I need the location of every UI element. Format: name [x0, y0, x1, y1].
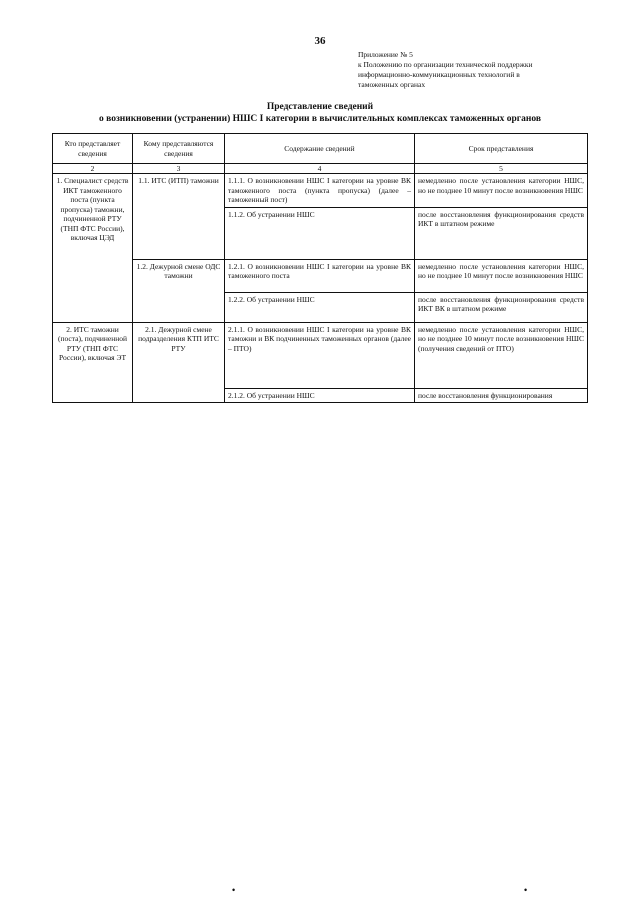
cell-to-whom: 2.1. Дежурной смене подразделения КТП ИТС РТУ	[133, 322, 225, 403]
footer-mark: •	[232, 885, 236, 895]
title-line: о возникновении (устранении) НШС I категории в вычислительных комплексах таможенных органов	[99, 114, 541, 124]
table-row	[53, 259, 588, 292]
cell-content: 1.2.1. О возникновении НШС I категории на уровне ВК таможенного поста	[225, 259, 415, 292]
cell-content: 2.1.1. О возникновении НШС I категории на уровне ВК таможни и ВК подчиненных таможенных органов (далее – ПТО)	[225, 322, 415, 388]
cell-content: 1.2.2. Об устранении НШС	[225, 292, 415, 322]
cell-content: 1.1.1. О возникновении НШС I категории на уровне ВК таможенного поста (пункта пропуска) (далее – таможенный пост)	[225, 174, 415, 208]
cell-term: после восстановления функционирования средств ИКТ в штатном режиме	[415, 207, 588, 259]
column-number: 3	[133, 164, 225, 174]
column-number: 5	[415, 164, 588, 174]
cell-term: немедленно после установления категории НШС, но не позднее 10 минут после возникновения НШС	[415, 174, 588, 208]
appendix-line: Приложение № 5	[358, 50, 413, 59]
header-to-whom: Кому представляются сведения	[133, 134, 225, 164]
cell-content: 1.1.2. Об устранении НШС	[225, 207, 415, 259]
appendix-note	[358, 50, 598, 90]
header-who: Кто представляет сведения	[53, 134, 133, 164]
cell-who: 2. ИТС таможни (поста), подчиненной РТУ (ТНП ФТС России), включая ЭТ	[53, 322, 133, 403]
cell-term: после восстановления функционирования	[415, 388, 588, 403]
cell-who: 1. Специалист средств ИКТ таможенного поста (пункта пропуска) таможни, подчиненной РТУ (ТНП ФТС России), включая ЦЭД	[53, 174, 133, 323]
page-number: 36	[314, 35, 326, 47]
table-row	[53, 322, 588, 388]
cell-term: после восстановления функционирования средств ИКТ ВК в штатном режиме	[415, 292, 588, 322]
appendix-line: к Положению по организации технической поддержки	[358, 60, 533, 69]
cell-term: немедленно после установления категории НШС, но не позднее 10 минут после возникновения НШС	[415, 259, 588, 292]
cell-term: немедленно после установления категории НШС, но не позднее 10 минут после возникновения НШС (получения сведений от ПТО)	[415, 322, 588, 388]
cell-content: 2.1.2. Об устранении НШС	[225, 388, 415, 403]
appendix-line: таможенных органах	[358, 80, 426, 89]
column-numbers-row	[53, 164, 588, 174]
column-number: 4	[225, 164, 415, 174]
header-term: Срок представления	[415, 134, 588, 164]
document-title	[0, 101, 640, 125]
appendix-line: информационно-коммуникационных технологий в	[358, 70, 520, 79]
title-line: Представление сведений	[266, 102, 374, 112]
cell-to-whom: 1.1. ИТС (ИТП) таможни	[133, 174, 225, 260]
table-row	[53, 174, 588, 208]
footer-mark: •	[524, 885, 528, 895]
info-table	[52, 133, 588, 403]
cell-to-whom: 1.2. Дежурной смене ОДС таможни	[133, 259, 225, 322]
column-number: 2	[53, 164, 133, 174]
table-header-row	[53, 134, 588, 164]
header-content: Содержание сведений	[225, 134, 415, 164]
